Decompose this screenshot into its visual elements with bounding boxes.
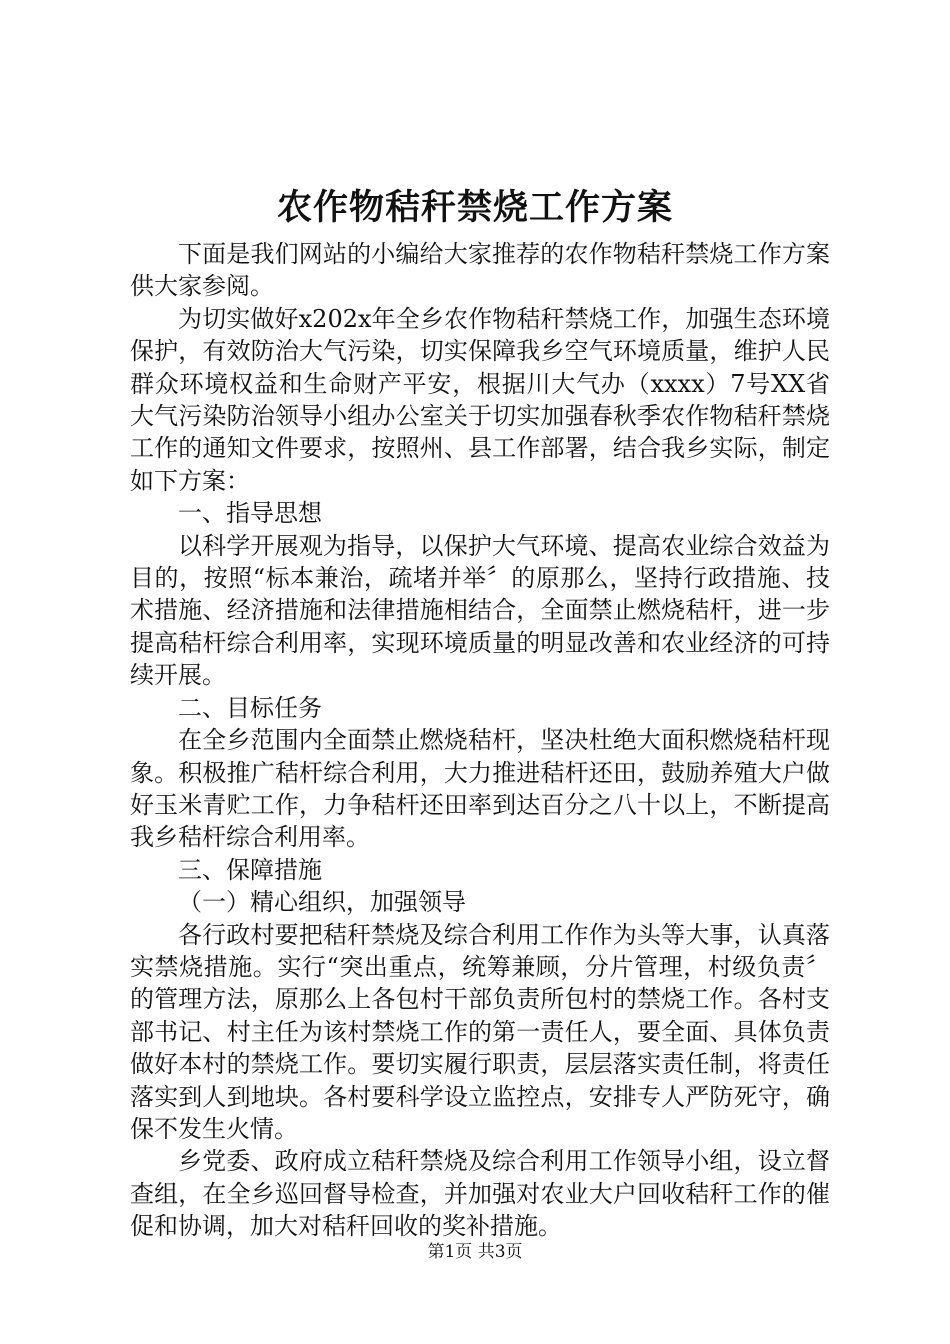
background-paragraph: 为切实做好x202x年全乡农作物秸秆禁烧工作，加强生态环境保护，有效防治大气污染，切实保障我乡空气环境质量，维护人民群众环境权益和生命财产平安，根据川大气办（xxxx）7号XX省大气污染防治领导小组办公室关于切实加强春秋季农作物秸秆禁烧工作的通知文件要求，按照州、县工作部署，结合我乡实际，制定如下方案： <box>130 304 830 495</box>
section-heading-measures: 三、保障措施 <box>178 855 322 884</box>
intro-paragraph: 下面是我们网站的小编给大家推荐的农作物秸秆禁烧工作方案供大家参阅。 <box>130 240 830 301</box>
goals-paragraph: 在全乡范围内全面禁止燃烧秸杆，坚决杜绝大面积燃烧秸杆现象。积极推广秸杆综合利用，大力推进秸杆还田，鼓励养殖大户做好玉米青贮工作，力争秸杆还田率到达百分之八十以上，不断提高我乡秸杆综合利用率。 <box>130 726 830 852</box>
document-body <box>130 238 830 1243</box>
section-heading-guiding-ideology: 一、指导思想 <box>178 499 322 528</box>
document-title: 农作物秸秆禁烧工作方案 <box>276 187 673 228</box>
guiding-ideology-paragraph: 以科学开展观为指导，以保护大气环境、提高农业综合效益为目的，按照“标本兼治，疏堵并举〞的原那么，坚持行政措施、技术措施、经济措施和法律措施相结合，全面禁止燃烧秸杆，进一步提高秸杆综合利用率，实现环境质量的明显改善和农业经济的可持续开展。 <box>130 531 830 690</box>
page-number-footer: 第1页 共3页 <box>427 1242 523 1262</box>
section-heading-goals: 二、目标任务 <box>178 693 322 722</box>
organization-paragraph: 各行政村要把秸秆禁烧及综合利用工作作为头等大事，认真落实禁烧措施。实行“突出重点，统筹兼顾，分片管理，村级负责〞的管理方法，原那么上各包村干部负责所包村的禁烧工作。各村支部书记、村主任为该村禁烧工作的第一责任人，要全面、具体负责做好本村的禁烧工作。要切实履行职责，层层落实责任制，将责任落实到人到地块。各村要科学设立监控点，安排专人严防死守，确保不发生火情。 <box>130 920 830 1143</box>
leadership-group-paragraph: 乡党委、政府成立秸秆禁烧及综合利用工作领导小组，设立督查组，在全乡巡回督导检查，并加强对农业大户回收秸秆工作的催促和协调，加大对秸秆回收的奖补措施。 <box>130 1147 830 1241</box>
subsection-heading-organization: （一）精心组织，加强领导 <box>178 888 466 917</box>
